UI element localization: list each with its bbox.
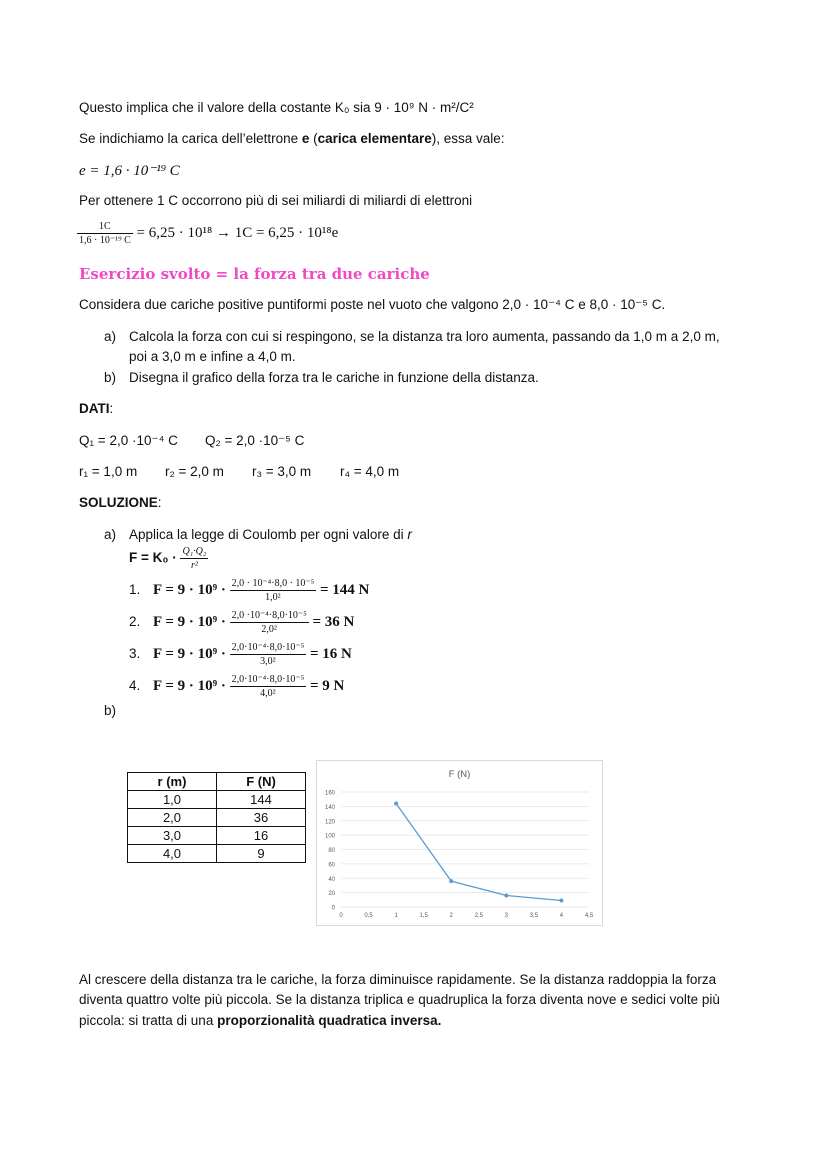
table-header: F (N): [217, 773, 306, 791]
intro-text: (: [309, 131, 318, 146]
table-cell: 2,0: [128, 809, 217, 827]
table-cell: 1,0: [128, 791, 217, 809]
fraction: [77, 220, 133, 247]
intro-line-constant: Questo implica che il valore della costante K₀ sia 9 · 10⁹ N · m²/C²: [79, 100, 474, 115]
table-cell: 144: [217, 791, 306, 809]
intro-e: e: [301, 131, 310, 146]
calc-step-lhs: F = 9 · 10⁹ ·: [153, 613, 226, 630]
table-row: [128, 791, 306, 809]
solution-a-label: a): [104, 527, 117, 542]
calc-step-number: 3.: [129, 645, 141, 661]
solution-a-variable: r: [407, 527, 412, 542]
calc-step-lhs: F = 9 · 10⁹ ·: [153, 677, 226, 694]
table-cell: 4,0: [128, 845, 217, 863]
conclusion-line2: diventa quattro volte più piccola. Se la distanza triplica e quadruplica la forza diventa nove e sedici volte più: [79, 992, 720, 1007]
table-cell: 9: [217, 845, 306, 863]
calc-step-fraction: [230, 577, 317, 604]
calc-step-result: = 144 N: [319, 581, 370, 598]
soluzione-colon: :: [157, 495, 162, 510]
calc-step-lhs: F = 9 · 10⁹ ·: [153, 581, 226, 598]
calc-step-numerator: 2,0·10⁻⁴·8,0·10⁻⁵: [231, 642, 305, 653]
dati-q2: Q₂ = 2,0 ·10⁻⁵ C: [205, 433, 305, 448]
conclusion-bold: proporzionalità quadratica inversa.: [217, 1013, 442, 1028]
y-tick-label: 120: [324, 819, 335, 826]
table-cell: 3,0: [128, 827, 217, 845]
dati-heading-text: DATI: [79, 401, 110, 416]
dati-r4: r₄ = 4,0 m: [340, 464, 400, 479]
intro-line-charge: [79, 131, 505, 146]
table-row: [128, 845, 306, 863]
table-header-row: [128, 773, 306, 791]
y-tick-label: 140: [324, 804, 335, 811]
solution-a-sentence: Applica la legge di Coulomb per ogni valore di: [129, 527, 408, 542]
data-point: [449, 879, 453, 883]
calc-step-denominator: 2,0²: [261, 624, 277, 635]
exercise-title: Esercizio svolto = la forza tra due cariche: [79, 265, 430, 283]
dati-r1: r₁ = 1,0 m: [79, 464, 138, 479]
data-point: [504, 894, 508, 898]
x-tick-label: 0,5: [364, 913, 373, 919]
solution-b-label: b): [104, 703, 117, 718]
question-a-line1: Calcola la forza con cui si respingono, se la distanza tra loro aumenta, passando da 1,0 m a 2,0 m,: [129, 329, 720, 344]
x-tick-label: 0: [339, 913, 343, 919]
intro-text: ), essa vale:: [431, 131, 505, 146]
calc-step: [129, 609, 354, 636]
coulomb-law-denominator: r²: [190, 560, 198, 571]
y-tick-label: 80: [328, 848, 335, 854]
exercise-statement: Considera due cariche positive puntiformi poste nel vuoto che valgono 2,0 · 10⁻⁴ C e 8,0 · 10⁻⁵ C.: [79, 297, 666, 312]
conclusion-line1: Al crescere della distanza tra le cariche, la forza diminuisce rapidamente. Se la distanza raddoppia la forza: [79, 972, 717, 987]
calc-step-numerator: 2,0 ·10⁻⁴·8,0·10⁻⁵: [231, 610, 307, 621]
y-tick-label: 20: [328, 891, 335, 898]
intro-bold: carica elementare: [317, 131, 432, 146]
data-point: [394, 802, 398, 806]
data-table: [127, 772, 306, 863]
question-a-line2: poi a 3,0 m e infine a 4,0 m.: [129, 349, 296, 364]
question-b-text: Disegna il grafico della forza tra le cariche in funzione della distanza.: [129, 370, 539, 385]
fraction-denominator: 1,6 · 10⁻¹⁹ C: [79, 235, 131, 246]
coulomb-law-numerator: Q₁·Q₂: [182, 546, 207, 557]
intro-text: Se indichiamo la carica dell’elettrone: [79, 131, 302, 146]
calc-step-fraction: [230, 641, 307, 668]
y-tick-label: 40: [328, 876, 335, 883]
x-tick-label: 3,5: [529, 913, 539, 919]
calc-step-denominator: 1,0²: [265, 592, 281, 603]
calc-step-denominator: 4,0²: [260, 688, 276, 699]
soluzione-heading-text: SOLUZIONE: [79, 495, 158, 510]
electron-fraction: [77, 220, 338, 247]
calc-step-lhs: F = 9 · 10⁹ ·: [153, 645, 226, 662]
calc-step-fraction: [230, 609, 309, 636]
dati-r3: r₃ = 3,0 m: [252, 464, 312, 479]
table-cell: 36: [217, 809, 306, 827]
table-cell: 16: [217, 827, 306, 845]
fraction-result: = 6,25 · 10¹⁸ → 1C = 6,25 · 10¹⁸e: [136, 225, 339, 242]
x-tick-label: 4,5: [584, 913, 594, 919]
calc-step-result: = 9 N: [309, 677, 345, 694]
y-tick-label: 100: [324, 833, 335, 840]
conclusion-text: piccola: si tratta di una: [79, 1013, 218, 1028]
y-tick-label: 0: [331, 905, 335, 912]
e-formula: e = 1,6 · 10⁻¹⁹ C: [79, 163, 180, 179]
y-tick-label: 160: [324, 790, 335, 797]
solution-a-text: [129, 527, 412, 542]
calc-step-numerator: 2,0 · 10⁻⁴·8,0 · 10⁻⁵: [231, 578, 315, 589]
question-b-label: b): [104, 370, 117, 385]
calc-step-result: = 36 N: [312, 613, 355, 630]
calc-step: [129, 577, 369, 604]
question-a-label: a): [104, 329, 117, 344]
coulomb-law-fraction: [180, 545, 208, 572]
coulomb-law: [129, 545, 208, 572]
calc-step: [129, 641, 352, 668]
calc-step-number: 2.: [129, 613, 141, 629]
x-tick-label: 4: [559, 913, 564, 919]
chart-title: F (N): [448, 769, 471, 780]
conclusion-line3: [79, 1013, 441, 1028]
y-tick-label: 60: [328, 862, 335, 869]
soluzione-heading: [79, 495, 162, 510]
coulomb-law-lhs: F = K₀ ·: [129, 550, 177, 566]
calc-step-number: 1.: [129, 581, 141, 597]
calc-step-numerator: 2,0·10⁻⁴·8,0·10⁻⁵: [231, 674, 305, 685]
table-row: [128, 809, 306, 827]
table-row: [128, 827, 306, 845]
dati-r2: r₂ = 2,0 m: [165, 464, 224, 479]
x-tick-label: 2,5: [474, 913, 483, 919]
calc-step-fraction: [230, 673, 307, 700]
x-tick-label: 1: [394, 913, 398, 919]
x-tick-label: 1,5: [419, 913, 428, 919]
fraction-numerator: 1C: [77, 220, 133, 234]
calc-step: [129, 673, 344, 700]
dati-colon: :: [109, 401, 114, 416]
force-chart: [316, 760, 603, 926]
x-tick-label: 2: [449, 913, 453, 919]
intro-line-electrons: Per ottenere 1 C occorrono più di sei miliardi di miliardi di elettroni: [79, 193, 473, 208]
calc-step-number: 4.: [129, 677, 141, 693]
table-header: r (m): [128, 773, 217, 791]
dati-heading: [79, 401, 113, 416]
calc-step-result: = 16 N: [309, 645, 352, 662]
dati-q1: Q₁ = 2,0 ·10⁻⁴ C: [79, 433, 178, 448]
calc-step-denominator: 3,0²: [260, 656, 276, 667]
x-tick-label: 3: [504, 913, 509, 919]
data-point: [559, 899, 563, 903]
